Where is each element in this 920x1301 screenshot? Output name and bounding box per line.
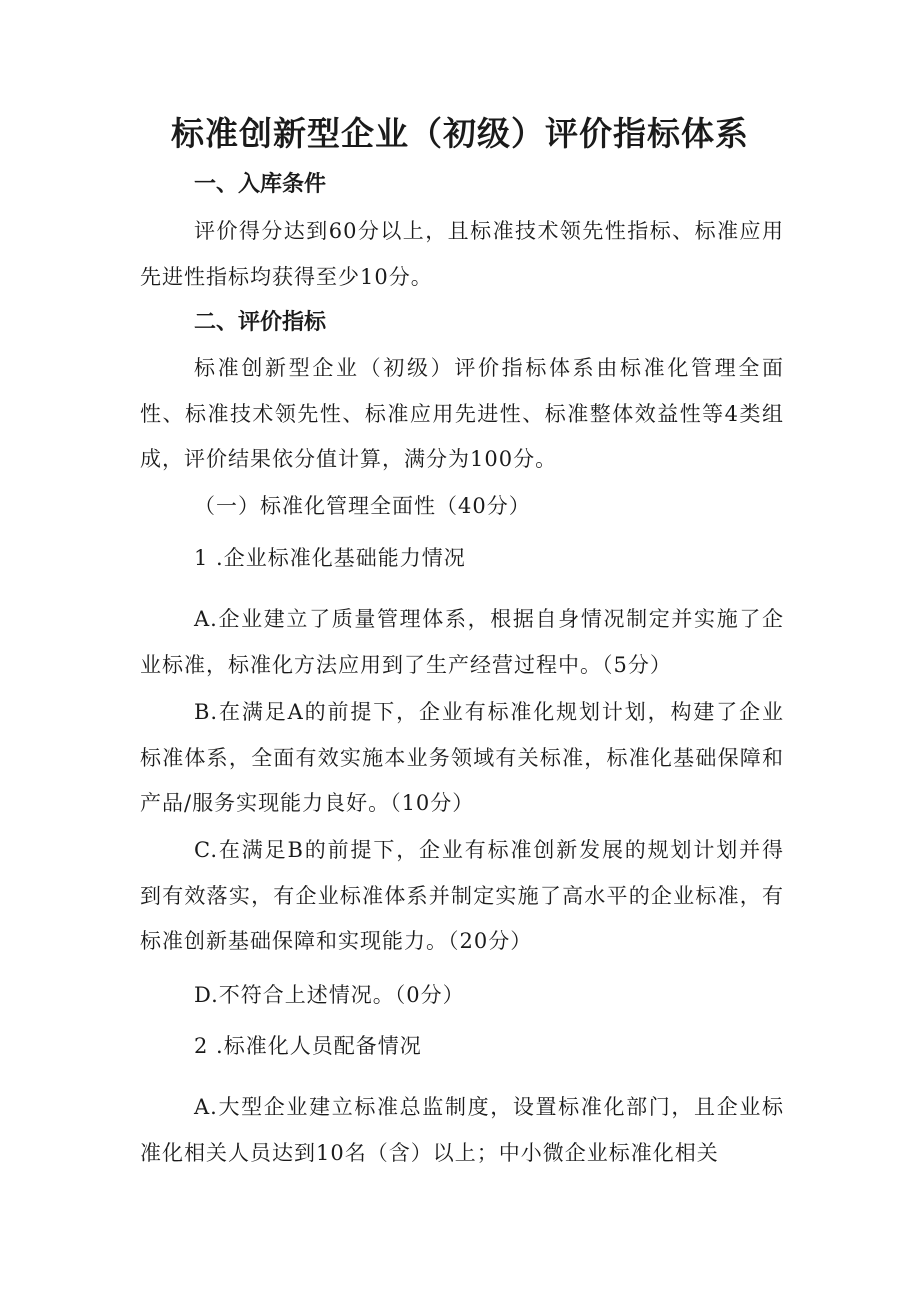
section-heading-indicators: 二、评价指标 [194,310,327,335]
item-title-basic-capability: 1 .企业标准化基础能力情况 [194,546,466,570]
indicators-intro-text: 标准创新型企业（初级）评价指标体系由标准化管理全面性、标准技术领先性、标准应用先进性、标准整体效益性等4类组成，评价结果依分值计算，满分为100分。 [140,356,784,471]
admission-conditions-text: 评价得分达到60分以上，且标准技术领先性指标、标准应用先进性指标均获得至少10分。 [140,219,784,289]
item2-option-a: A.大型企业建立标准总监制度，设置标准化部门，且企业标准化相关人员达到10名（含）以上；中小微企业标准化相关 [140,1095,784,1165]
item-title-personnel: 2 .标准化人员配备情况 [194,1034,422,1058]
document-title: 标准创新型企业（初级）评价指标体系 [171,114,749,153]
item1-option-d: D.不符合上述情况。（0分） [194,983,465,1007]
item1-option-b: B.在满足A的前提下，企业有标准化规划计划，构建了企业标准体系，全面有效实施本业务领域有关标准，标准化基础保障和产品/服务实现能力良好。（10分） [140,700,784,815]
item1-option-a: A.企业建立了质量管理体系，根据自身情况制定并实施了企业标准，标准化方法应用到了生产经营过程中。（5分） [140,607,784,677]
section-heading-admission: 一、入库条件 [194,172,327,197]
category-heading-management: （一）标准化管理全面性（40分） [194,494,531,518]
item1-option-c: C.在满足B的前提下，企业有标准创新发展的规划计划并得到有效落实，有企业标准体系并制定实施了高水平的企业标准，有标准创新基础保障和实现能力。（20分） [140,838,784,953]
